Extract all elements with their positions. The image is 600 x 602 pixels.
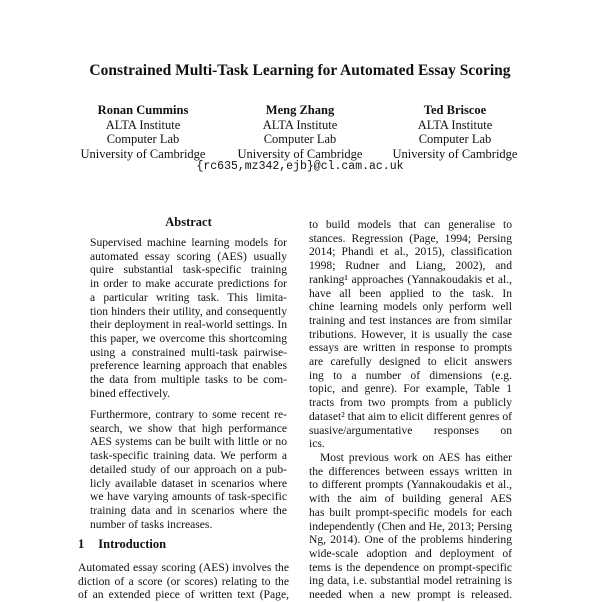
intro-line: of an extended piece of written text (Page,: [78, 588, 289, 602]
author-university: University of Cambridge: [392, 146, 518, 161]
author-emails[interactable]: {rc635,mz342,ejb}@cl.cam.ac.uk: [196, 160, 404, 173]
abstract-line: bined effectively.: [90, 386, 171, 400]
abstract-line: detailed study of our approach on a pub-: [90, 462, 287, 476]
intro-text: diction of a score (or scores) relating to the: [78, 574, 289, 588]
abstract-line: tion hinders their utility, and consequently: [90, 304, 287, 318]
body-line: tributions. However, it is usually the case: [309, 327, 512, 341]
paper-title: Constrained Multi-Task Learning for Automated Essay Scoring: [89, 62, 511, 79]
intro-line: [78, 575, 289, 589]
body-line: Most previous work on AES has either: [320, 451, 512, 464]
abstract-line: preference learning approach that enables: [90, 359, 287, 373]
body-line: dataset² that aim to elicit different genres of: [309, 409, 512, 423]
body-line: independently (Chen and He, 2013; Persing: [309, 519, 512, 533]
body-line: tracts from two prompts from a publicly: [309, 396, 512, 410]
author-block: [365, 103, 545, 161]
author-university: University of Cambridge: [237, 146, 363, 161]
abstract-line: the data from multiple tasks to be com-: [90, 373, 287, 386]
body-line: ranking¹ approaches (Yannakoudakis et al.,: [309, 272, 512, 286]
body-line: has built prompt-specific models for each: [309, 505, 512, 519]
author-institute: ALTA Institute: [417, 117, 493, 132]
body-line: have all been applied to the task. In: [309, 286, 512, 300]
abstract-line: quire substantial task-specific training: [90, 263, 287, 277]
body-line: to different prompts (Yannakoudakis et al.,: [309, 478, 512, 492]
author-block: [53, 103, 233, 161]
author-name: Ted Briscoe: [423, 103, 487, 117]
author-dept: Computer Lab: [418, 132, 492, 147]
intro-line: Automated essay scoring (AES) involves the: [78, 561, 289, 574]
author-block: [210, 103, 390, 161]
section-heading: [78, 537, 180, 552]
body-line: 1998; Rudner and Liang, 2002), and: [309, 259, 512, 273]
body-line: ing to a number of dimensions (e.g.: [309, 368, 512, 382]
body-line: suasive/argumentative responses on: [309, 423, 512, 437]
abstract-line: Supervised machine learning models for: [90, 236, 287, 249]
body-line: 2014; Phandi et al., 2015), classification: [309, 245, 512, 259]
section-number: 1: [78, 537, 85, 551]
body-line: chine learning models only perform well: [309, 300, 512, 314]
body-line: are carefully designed to elicit answers: [309, 355, 512, 368]
abstract-line: automated essay scoring (AES) usually: [90, 249, 287, 263]
body-line: training and test instances are from similar: [309, 313, 512, 327]
body-line: topic, and genre). For example, Table 1: [309, 382, 512, 396]
section-title: Introduction: [98, 537, 167, 551]
author-institute: ALTA Institute: [262, 117, 338, 132]
body-line: ing data, i.e. substantial model retraining is: [309, 574, 512, 588]
body-line: needed when a new prompt is released.: [309, 588, 512, 601]
author-university: University of Cambridge: [80, 146, 206, 161]
body-line: with the aim of building general AES: [309, 492, 512, 506]
abstract-line: number of tasks increases.: [90, 517, 213, 531]
abstract-line: task-specific training data. We perform a: [90, 449, 287, 463]
body-line: the differences between essays written in: [309, 464, 512, 478]
abstract-line: licly available dataset in scenarios where: [90, 476, 287, 490]
abstract-line: Furthermore, contrary to some recent re-: [90, 408, 287, 421]
author-institute: ALTA Institute: [105, 117, 181, 132]
body-line: tems is the dependence on prompt-specific: [309, 560, 512, 574]
abstract-line: a particular writing task. This limita-: [90, 290, 287, 304]
abstract-heading: Abstract: [165, 215, 212, 229]
abstract-line: their deployment in real-world settings. In: [90, 318, 287, 332]
abstract-line: we have varying amounts of task-specific: [90, 490, 287, 504]
abstract-line: using a constrained multi-task pairwise-: [90, 345, 287, 359]
body-line: wide-scale adoption and deployment of: [309, 546, 512, 560]
author-name: Ronan Cummins: [97, 103, 189, 117]
abstract-line: in order to make accurate predictions for: [90, 277, 287, 291]
author-dept: Computer Lab: [106, 132, 180, 147]
author-name: Meng Zhang: [265, 103, 335, 117]
abstract-line: this paper, we overcome this shortcoming: [90, 331, 287, 345]
abstract-line: AES systems can be built with little or no: [90, 435, 287, 449]
body-line: to build models that can generalise to: [309, 218, 512, 231]
abstract-line: training data and in scenarios where the: [90, 503, 287, 517]
body-line: ics.: [309, 437, 325, 451]
body-line: essays are written in response to prompts: [309, 341, 512, 355]
abstract-line: search, we show that high performance: [90, 421, 287, 435]
body-line: stances. Regression (Page, 1994; Persing: [309, 231, 512, 245]
body-line: Ng, 2014). One of the problems hindering: [309, 533, 512, 547]
author-dept: Computer Lab: [263, 132, 337, 147]
